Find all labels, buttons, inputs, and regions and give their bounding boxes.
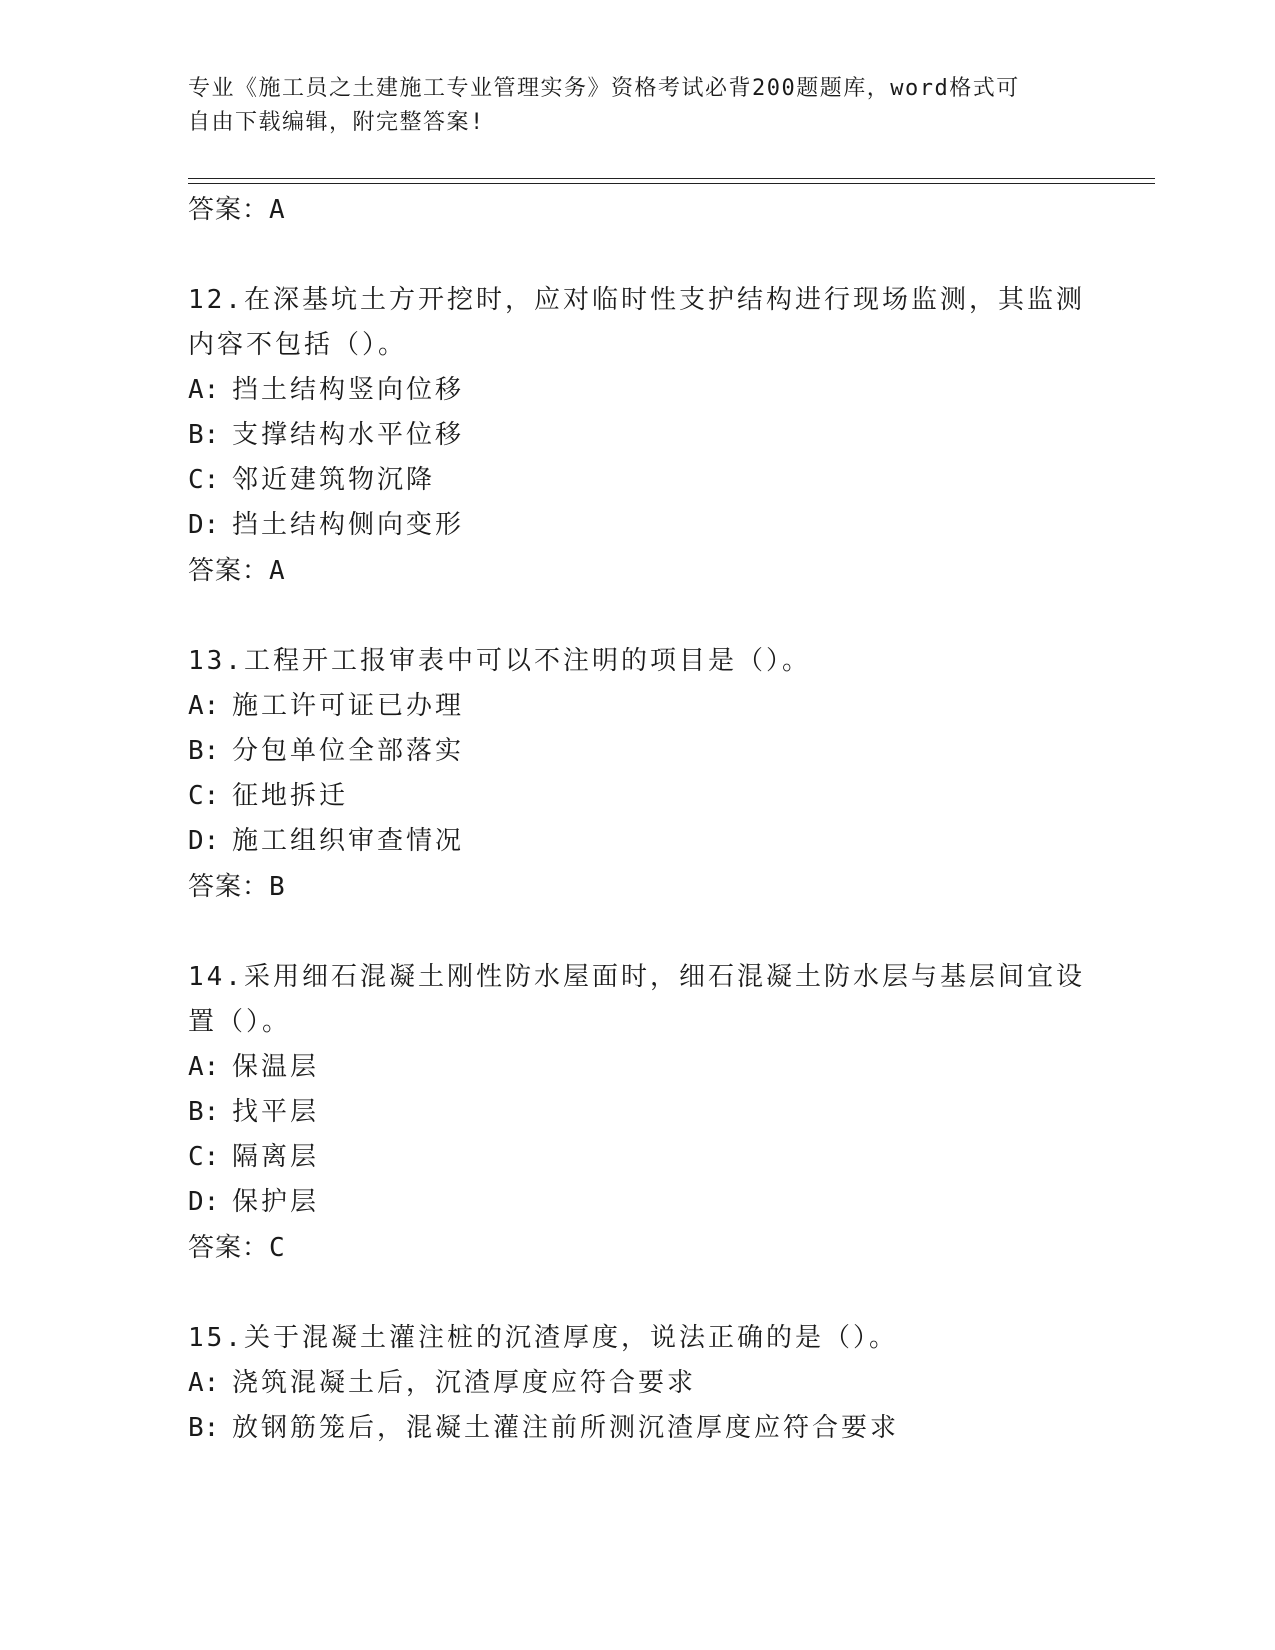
- option-key: B:: [188, 736, 220, 766]
- answer-label: 答案：: [188, 872, 270, 902]
- option-text: 施工许可证已办理: [232, 691, 465, 721]
- option-text: 邻近建筑物沉降: [232, 465, 436, 495]
- option-key: A:: [188, 691, 220, 721]
- answer-value: A: [269, 556, 286, 586]
- question-stem: [188, 1316, 1088, 1361]
- question-stem-line: 12.在深基坑土方开挖时，应对临时性支护结构进行现场监测，其监测: [188, 285, 1085, 315]
- option-b: [188, 413, 1088, 458]
- option-text: 找平层: [232, 1097, 320, 1127]
- answer-label: 答案：: [188, 1233, 270, 1263]
- option-key: D:: [188, 1187, 220, 1217]
- option-b: [188, 1090, 1088, 1135]
- option-key: A:: [188, 1368, 220, 1398]
- option-d: [188, 1180, 1088, 1225]
- question-stem-line: 15.关于混凝土灌注桩的沉渣厚度，说法正确的是（）。: [188, 1323, 898, 1353]
- option-text: 挡土结构竖向位移: [232, 375, 465, 405]
- answer-line: [188, 187, 1088, 233]
- option-c: [188, 774, 1088, 819]
- answer-label: 答案：: [188, 195, 270, 225]
- option-text: 征地拆迁: [232, 781, 349, 811]
- option-key: B:: [188, 420, 220, 450]
- header-line-1: 专业《施工员之土建施工专业管理实务》资格考试必背200题题库，word格式可: [188, 76, 1020, 101]
- question-14: [188, 955, 1088, 1271]
- question-stem-line: 置（）。: [188, 1007, 292, 1037]
- answer-line: [188, 548, 1088, 594]
- option-key: B:: [188, 1097, 220, 1127]
- answer-line: [188, 864, 1088, 910]
- option-key: C:: [188, 465, 220, 495]
- answer-value: A: [269, 195, 286, 225]
- question-12: [188, 278, 1088, 594]
- option-text: 保护层: [232, 1187, 320, 1217]
- option-b: [188, 729, 1088, 774]
- answer-line: [188, 1225, 1088, 1271]
- option-text: 分包单位全部落实: [232, 736, 465, 766]
- option-a: [188, 368, 1088, 413]
- option-d: [188, 503, 1088, 548]
- option-text: 支撑结构水平位移: [232, 420, 465, 450]
- header-line-2: 自由下载编辑，附完整答案!: [188, 110, 485, 135]
- question-stem-line: 13.工程开工报审表中可以不注明的项目是（）。: [188, 646, 811, 676]
- option-text: 施工组织审查情况: [232, 826, 465, 856]
- header-divider-top: [188, 178, 1155, 179]
- question-stem: [188, 639, 1088, 684]
- option-key: D:: [188, 826, 220, 856]
- question-stem: [188, 278, 1088, 368]
- option-a: [188, 1045, 1088, 1090]
- option-text: 保温层: [232, 1052, 320, 1082]
- option-key: D:: [188, 510, 220, 540]
- document-body: [188, 187, 1088, 1451]
- option-text: 隔离层: [232, 1142, 320, 1172]
- question-stem: [188, 955, 1088, 1045]
- answer-value: B: [269, 872, 286, 902]
- option-key: B:: [188, 1413, 220, 1443]
- option-key: C:: [188, 1142, 220, 1172]
- option-text: 放钢筋笼后，混凝土灌注前所测沉渣厚度应符合要求: [232, 1413, 900, 1443]
- question-stem-line: 内容不包括（）。: [188, 330, 408, 360]
- option-key: A:: [188, 1052, 220, 1082]
- option-a: [188, 1361, 1088, 1406]
- option-d: [188, 819, 1088, 864]
- option-text: 挡土结构侧向变形: [232, 510, 465, 540]
- answer-value: C: [269, 1233, 286, 1263]
- answer-label: 答案：: [188, 556, 270, 586]
- option-key: C:: [188, 781, 220, 811]
- option-b: [188, 1406, 1088, 1451]
- header-divider-bottom: [188, 183, 1155, 184]
- option-c: [188, 458, 1088, 503]
- document-header: [188, 72, 1068, 140]
- option-text: 浇筑混凝土后，沉渣厚度应符合要求: [232, 1368, 697, 1398]
- option-key: A:: [188, 375, 220, 405]
- question-15: [188, 1316, 1088, 1451]
- question-13: [188, 639, 1088, 910]
- option-c: [188, 1135, 1088, 1180]
- option-a: [188, 684, 1088, 729]
- question-stem-line: 14.采用细石混凝土刚性防水屋面时，细石混凝土防水层与基层间宜设: [188, 962, 1085, 992]
